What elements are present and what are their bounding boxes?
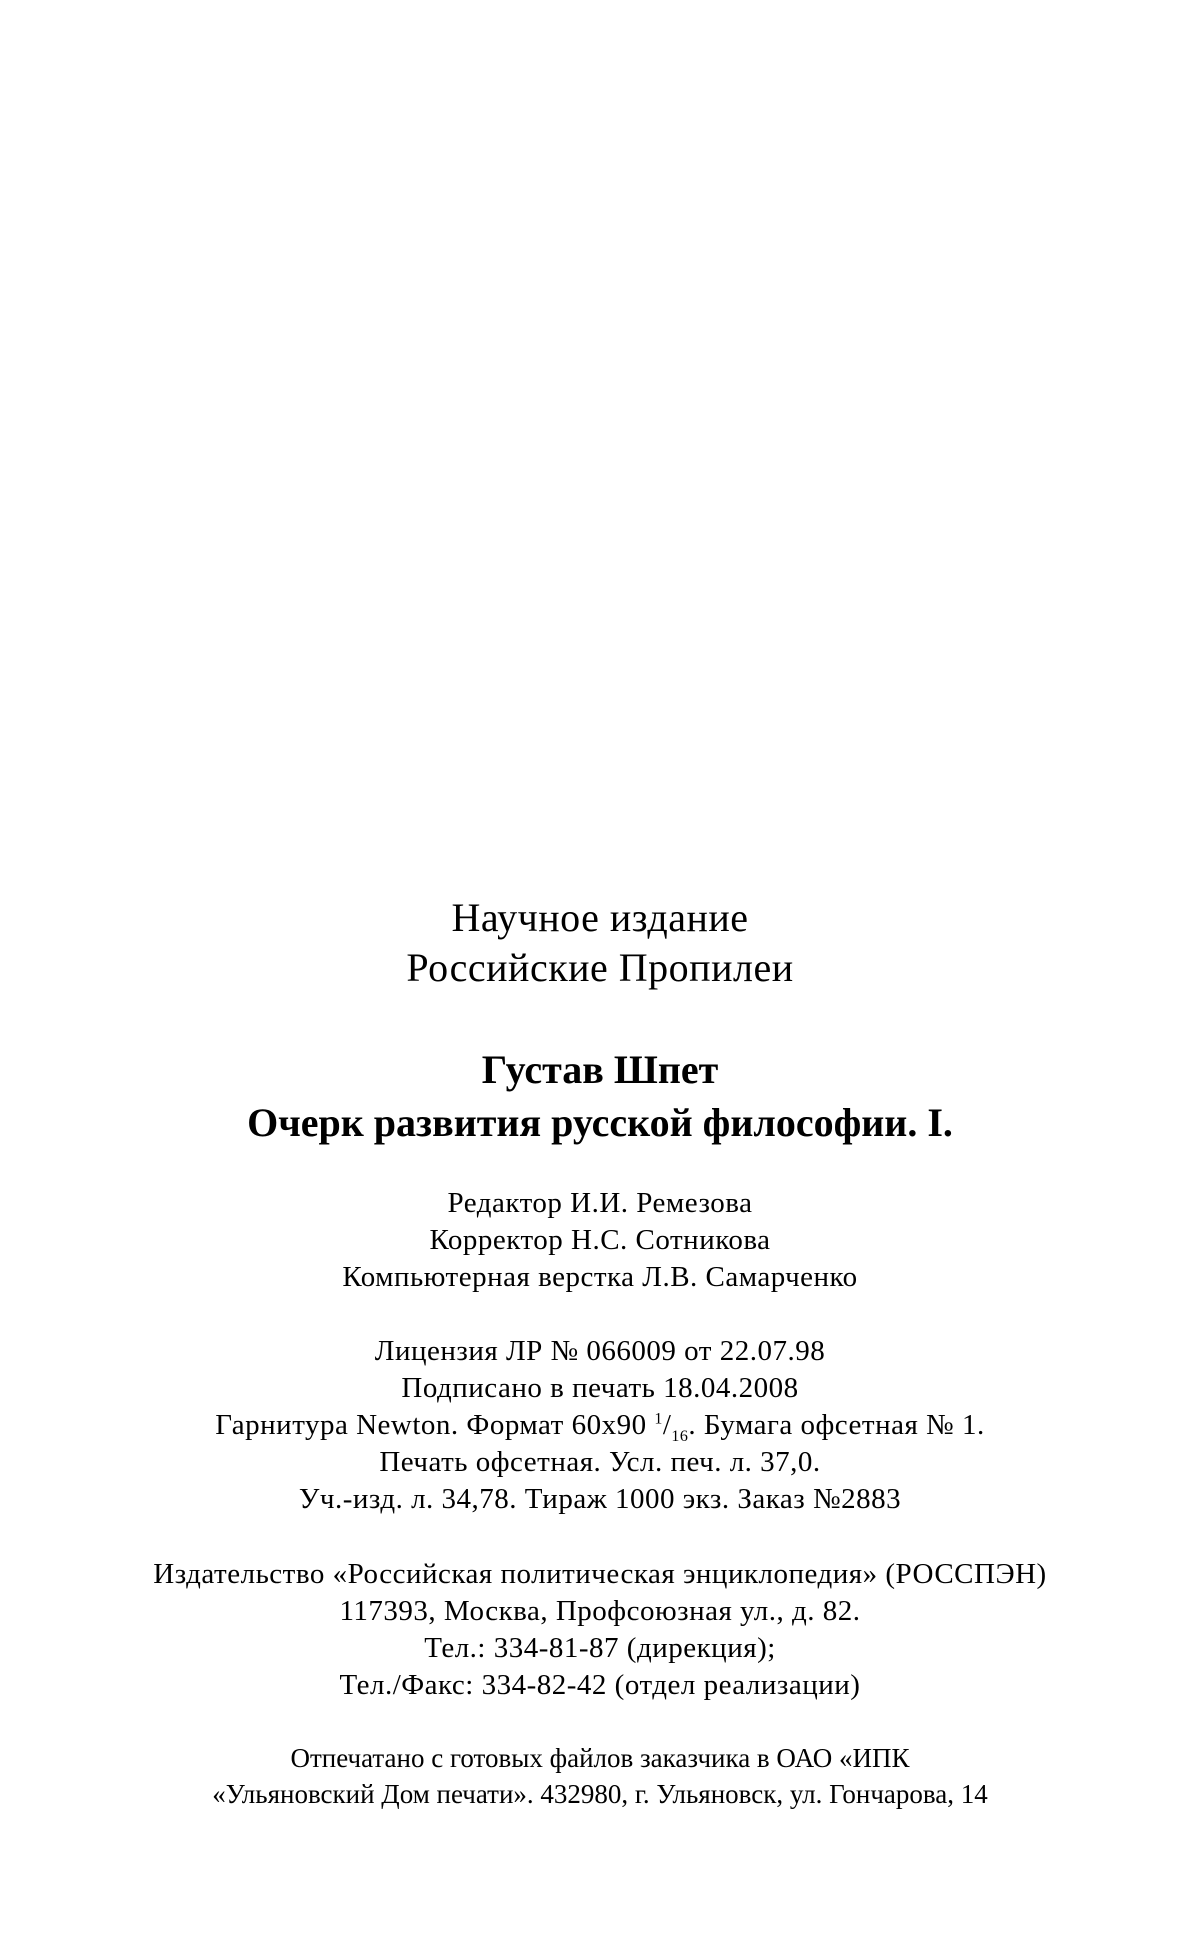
proofreader-credit: Корректор Н.С. Сотникова (429, 1224, 771, 1256)
publisher-block (0, 1556, 1200, 1704)
format-line (0, 1407, 1200, 1444)
imprint-block (0, 1333, 1200, 1518)
format-slash: / (662, 1409, 672, 1441)
series-name: Российские Пропилеи (406, 945, 794, 990)
layout-credit: Компьютерная верстка Л.В. Самарченко (342, 1261, 858, 1293)
book-title-block (0, 1043, 1200, 1149)
book-author: Густав Шпет (481, 1047, 719, 1092)
printer-line-1: Отпечатано с готовых файлов заказчика в ОАО «ИПК (290, 1743, 910, 1773)
printer-line-2: «Ульяновский Дом печати». 432980, г. Ульяновск, ул. Гончарова, 14 (212, 1779, 988, 1809)
staff-block (0, 1185, 1200, 1296)
book-title: Очерк развития русской философии. I. (247, 1100, 953, 1145)
series-block (0, 893, 1200, 993)
format-text-before: Гарнитура Newton. Формат 60x90 (215, 1409, 655, 1441)
format-text-after: . Бумага офсетная № 1. (688, 1409, 985, 1441)
format-denominator: 16 (671, 1427, 689, 1445)
publisher-name: Издательство «Российская политическая энциклопедия» (РОССПЭН) (153, 1558, 1047, 1590)
printer-block (0, 1740, 1200, 1812)
publisher-fax: Тел./Факс: 334-82-42 (отдел реализации) (339, 1669, 861, 1701)
publisher-address: 117393, Москва, Профсоюзная ул., д. 82. (339, 1595, 861, 1627)
run-line: Уч.-изд. л. 34,78. Тираж 1000 экз. Заказ №2883 (298, 1483, 902, 1515)
signed-line: Подписано в печать 18.04.2008 (401, 1372, 799, 1404)
editor-credit: Редактор И.И. Ремезова (447, 1187, 753, 1219)
print-type-line: Печать офсетная. Усл. печ. л. 37,0. (379, 1446, 821, 1478)
license-line: Лицензия ЛР № 066009 от 22.07.98 (374, 1335, 826, 1367)
format-numerator: 1 (654, 1410, 663, 1428)
publisher-phone: Тел.: 334-81-87 (дирекция); (424, 1632, 776, 1664)
edition-type: Научное издание (451, 895, 749, 940)
